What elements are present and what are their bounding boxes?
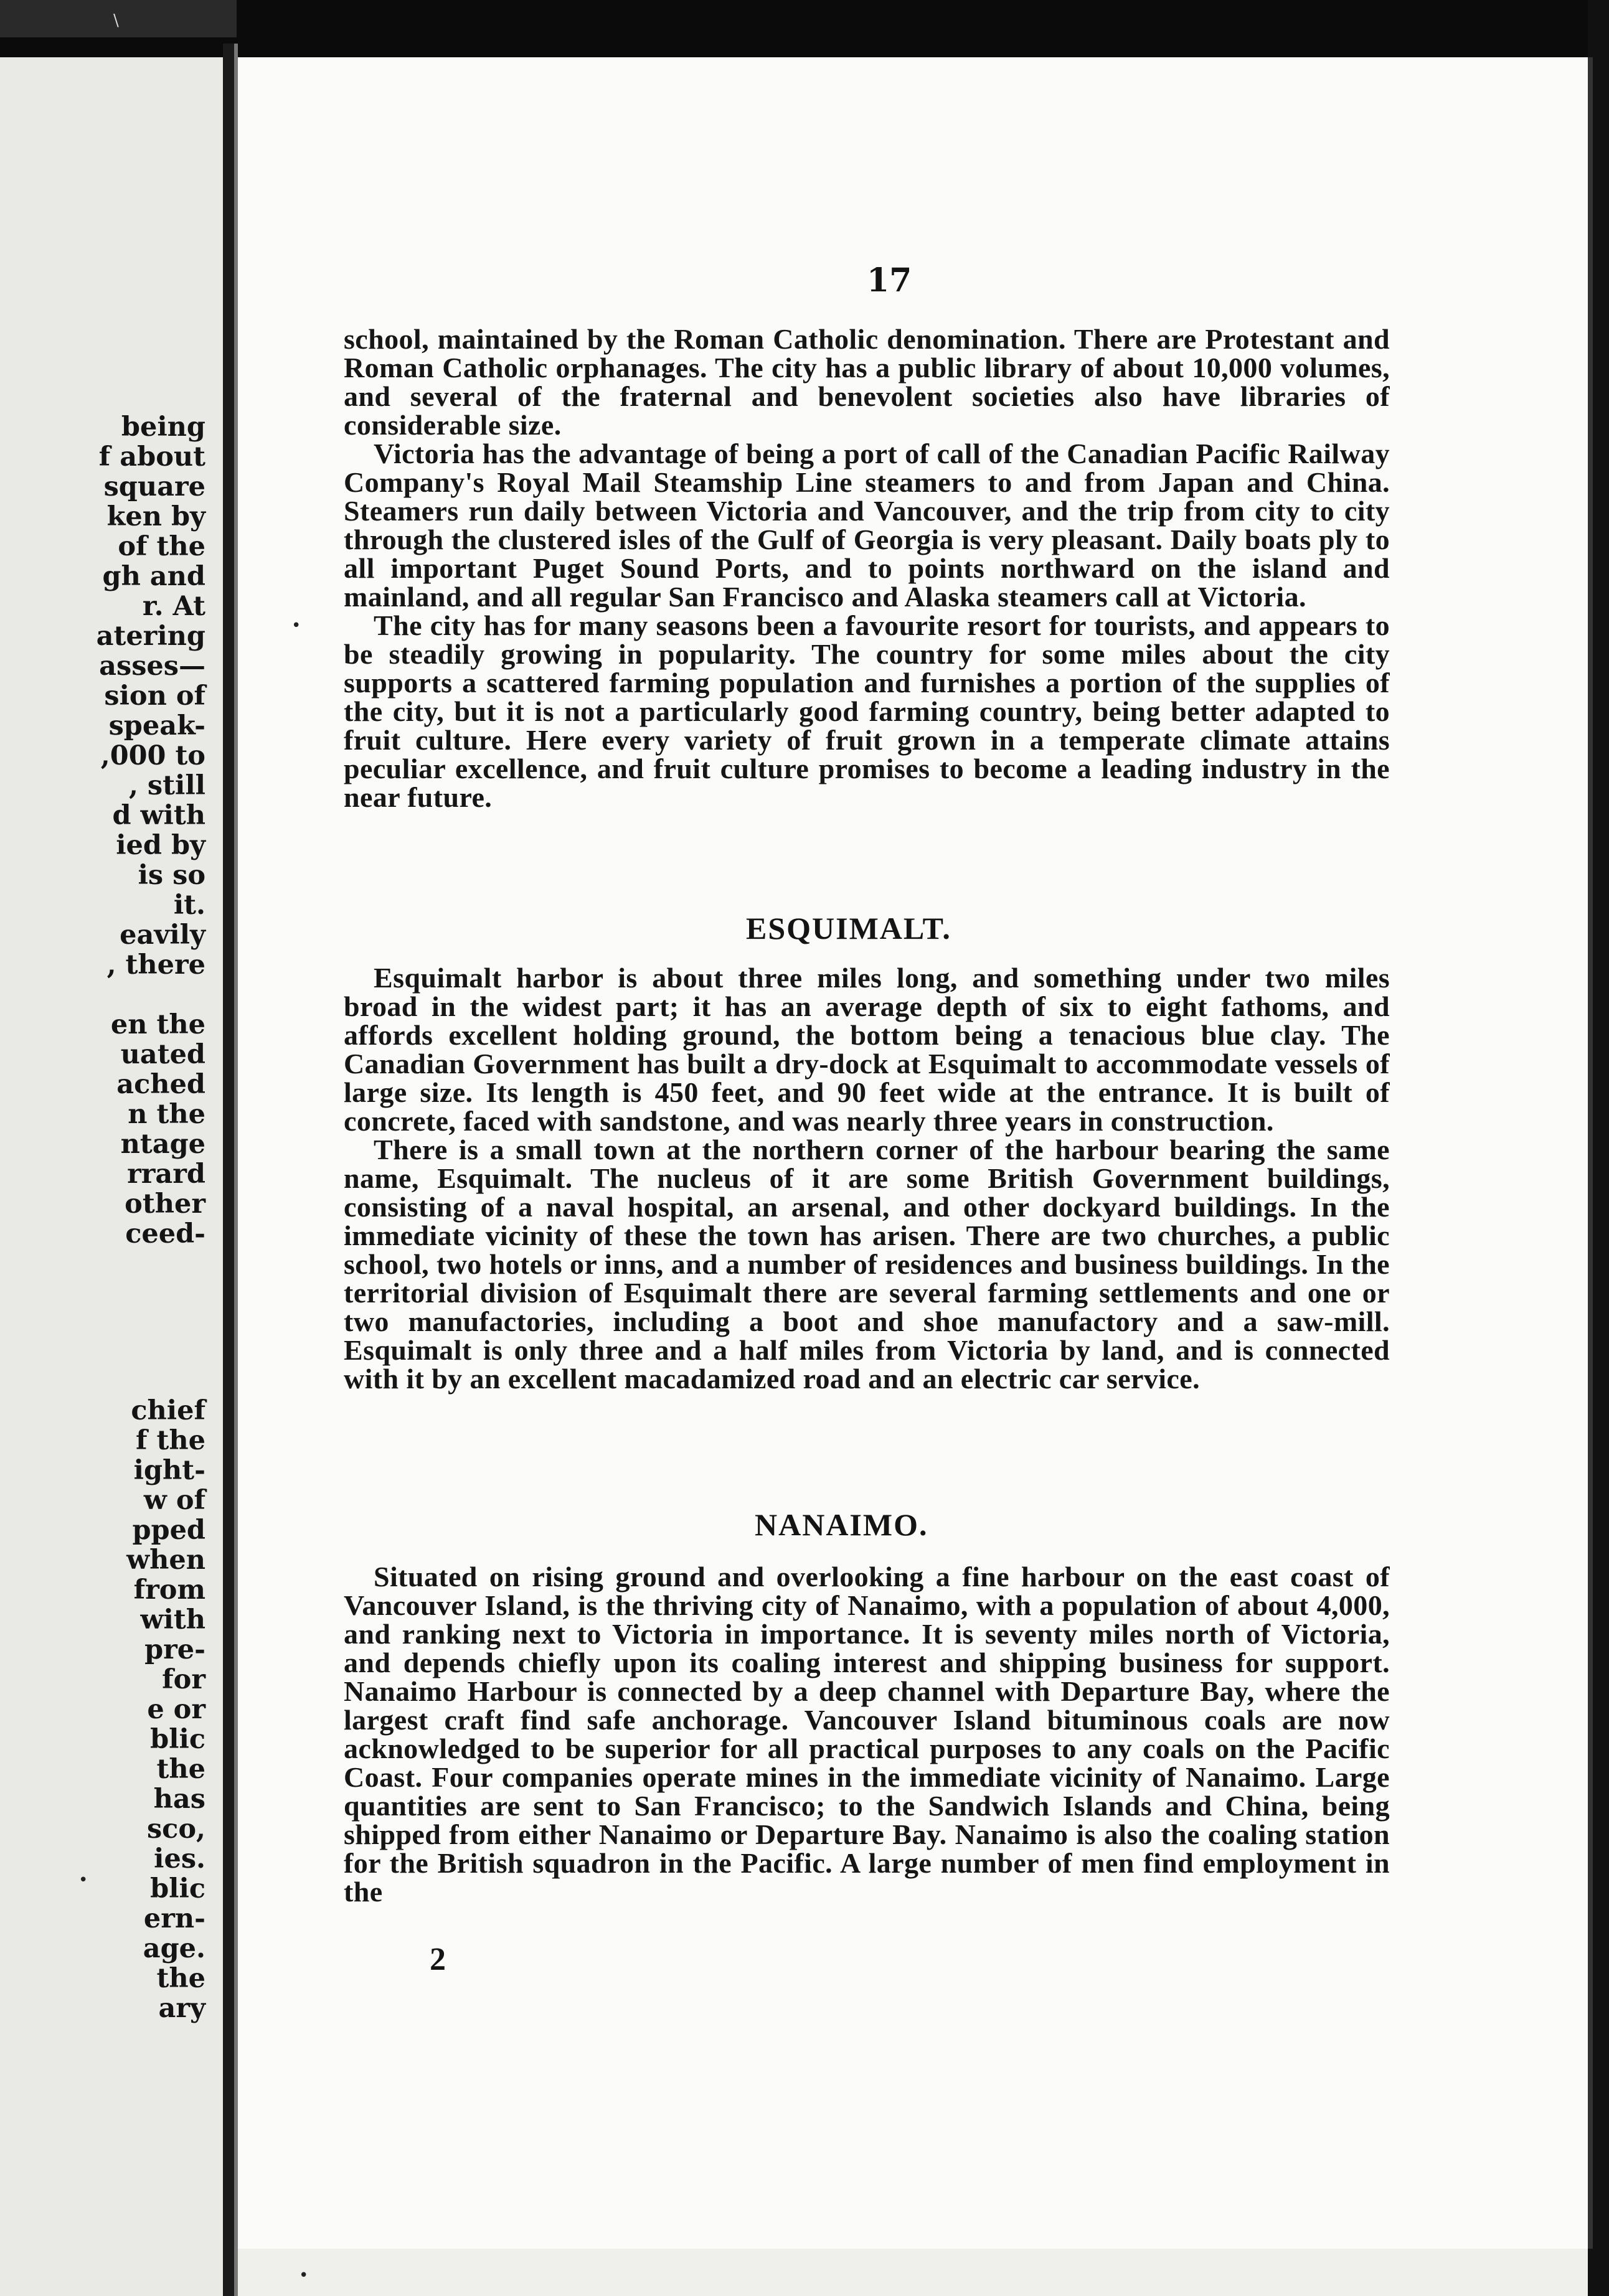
- left-page-fragment: en the: [110, 1009, 205, 1040]
- left-page-gap: [0, 980, 205, 1010]
- paragraph: The city has for many seasons been a favourite resort for tourists, and appears to be steadily growing in popularity. The country for some miles about the city supports a scattered farming population and furnishes a portion of the supplies of the city, but it is not a particularly good farming country, being better adapted to fruit culture. Here every variety of fruit grown in a temperate climate attains peculiar excellence, and fruit culture promises to become a leading industry in the near future.: [344, 609, 1390, 813]
- heading-esquimalt: ESQUIMALT.: [746, 911, 951, 946]
- left-page-fragment: is so: [138, 860, 205, 891]
- left-page-fragment: ies.: [154, 1843, 205, 1875]
- left-page-fragment: f the: [136, 1425, 205, 1456]
- left-page-fragment: other: [125, 1188, 205, 1220]
- left-page-fragment: w of: [143, 1485, 205, 1516]
- left-page-fragment: when: [126, 1545, 205, 1576]
- left-page-fragment: d with: [112, 800, 205, 831]
- left-page-gap: [0, 1249, 205, 1396]
- heading-nanaimo: NANAIMO.: [755, 1507, 928, 1542]
- left-page-fragment: ern-: [143, 1903, 205, 1934]
- section-nanaimo-text: [344, 1563, 1390, 1906]
- left-page-fragment: the: [156, 1963, 205, 1994]
- scan-speck: •: [299, 2266, 309, 2285]
- paragraph: Situated on rising ground and overlooking a fine harbour on the east coast of Vancouver Island, is the thriving city of Nanaimo, with a population of about 4,000, and ranking next to Victoria in importance. It is seventy miles north of Victoria, and depends chiefly upon its coaling interest and shipping business for support. Nanaimo Harbour is connected by a deep channel with Departure Bay, where the largest craft find safe anchorage. Vancouver Island bituminous coals are now acknowledged to be superior for all practical purposes to any coals on the Pacific Coast. Four companies operate mines in the immediate vicinity of Nanaimo. Large quantities are sent to San Francisco; to the Sandwich Islands and China, being shipped from either Nanaimo or Departure Bay. Nanaimo is also the coaling station for the British squadron in the Pacific. A large number of men find employment in the: [344, 1561, 1390, 1908]
- left-page-fragment: rrard: [127, 1159, 205, 1190]
- left-page-fragment: atering: [96, 621, 205, 652]
- left-page-fragment: being: [121, 412, 205, 443]
- paragraph: There is a small town at the northern corner of the harbour bearing the same name, Esquimalt. The nucleus of it are some British Government buildings, consisting of a naval hospital, an arsenal, and other dockyard buildings. In the immediate vicinity of these the town has arisen. There are two churches, a public school, two hotels or inns, and a number of residences and business buildings. In the territorial division of Esquimalt there are several farming settlements and one or two manufactories, including a boot and shoe manufactory and a saw-mill. Esquimalt is only three and a half miles from Victoria by land, and is connected with it by an excellent macadamized road and an electric car service.: [344, 1134, 1390, 1395]
- left-page-fragment: sco,: [146, 1814, 205, 1845]
- left-page-fragment: ntage: [120, 1129, 205, 1160]
- left-page-fragment: ight-: [133, 1455, 205, 1486]
- paragraph: Victoria has the advantage of being a port of call of the Canadian Pacific Railway Company's Royal Mail Steamship Line steamers to and from Japan and China. Steamers run daily between Victoria and Vancouver, and the trip from city to city through the clustered isles of the Gulf of Georgia is very pleasant. Daily boats ply to all important Puget Sound Ports, and to points northward on the island and mainland, and all regular San Francisco and Alaska steamers call at Victoria.: [344, 438, 1390, 613]
- paragraph: Esquimalt harbor is about three miles long, and something under two miles broad in the widest part; it has an average depth of six to eight fathoms, and affords excellent holding ground, the bottom being a tenacious blue clay. The Canadian Government has built a dry-dock at Esquimalt to accommodate vessels of large size. Its length is 450 feet, and 90 feet wide at the entrance. It is built of concrete, faced with sandstone, and was nearly three years in construction.: [344, 962, 1390, 1137]
- paragraph: school, maintained by the Roman Catholic denomination. There are Protestant and Roman Catholic orphanages. The city has a public library of about 10,000 volumes, and several of the fraternal and benevolent societies also have libraries of considerable size.: [344, 323, 1390, 441]
- left-page-fragment: ary: [158, 1993, 205, 2024]
- left-page-fragment: has: [153, 1784, 205, 1815]
- left-page-fragment: n the: [128, 1099, 205, 1130]
- page-number: 17: [867, 261, 912, 299]
- left-page-fragment: ied by: [116, 830, 205, 861]
- scan-speck: •: [78, 1871, 88, 1889]
- left-page-fragment: of the: [118, 531, 205, 562]
- left-page-fragment: it.: [173, 890, 205, 921]
- left-page-fragment: gh and: [102, 561, 205, 592]
- left-page-fragment: age.: [143, 1933, 205, 1964]
- left-page-fragment: blic: [150, 1724, 205, 1755]
- left-page-fragment: eavily: [120, 920, 205, 951]
- left-page-text-fragments: [0, 412, 205, 2023]
- section-victoria-text: [344, 325, 1390, 812]
- left-page-fragment: speak-: [108, 710, 205, 741]
- left-page-fragment: chief: [131, 1395, 205, 1426]
- scan-speck: •: [291, 616, 301, 635]
- left-page-fragment: the: [156, 1754, 205, 1785]
- left-page-fragment: pped: [132, 1515, 205, 1546]
- left-page-fragment: f about: [98, 441, 205, 473]
- left-page-fragment: from: [133, 1574, 205, 1606]
- left-page-fragment: with: [140, 1604, 205, 1635]
- left-page-fragment: uated: [120, 1039, 205, 1070]
- left-page-fragment: ken by: [106, 501, 205, 532]
- scan-speck: \: [113, 11, 119, 30]
- left-page-fragment: sion of: [104, 680, 205, 712]
- left-page-fragment: ,000 to: [100, 740, 205, 771]
- left-page-fragment: for: [162, 1664, 205, 1695]
- left-page-fragment: , there: [106, 949, 205, 981]
- left-page-fragment: ached: [116, 1069, 205, 1100]
- left-page-fragment: r. At: [142, 591, 205, 622]
- left-page-fragment: blic: [150, 1873, 205, 1904]
- scan-border-top: [0, 0, 1609, 57]
- left-page: [0, 57, 225, 2296]
- left-page-fragment: , still: [128, 770, 205, 801]
- left-page-fragment: asses—: [99, 651, 205, 682]
- signature-mark: 2: [430, 1942, 446, 1977]
- left-page-fragment: ceed-: [125, 1218, 205, 1249]
- left-page-fragment: e or: [147, 1694, 205, 1725]
- left-page-fragment: pre-: [144, 1634, 205, 1665]
- section-esquimalt-text: [344, 964, 1390, 1393]
- left-page-fragment: square: [103, 471, 205, 502]
- book-gutter: [223, 44, 234, 2296]
